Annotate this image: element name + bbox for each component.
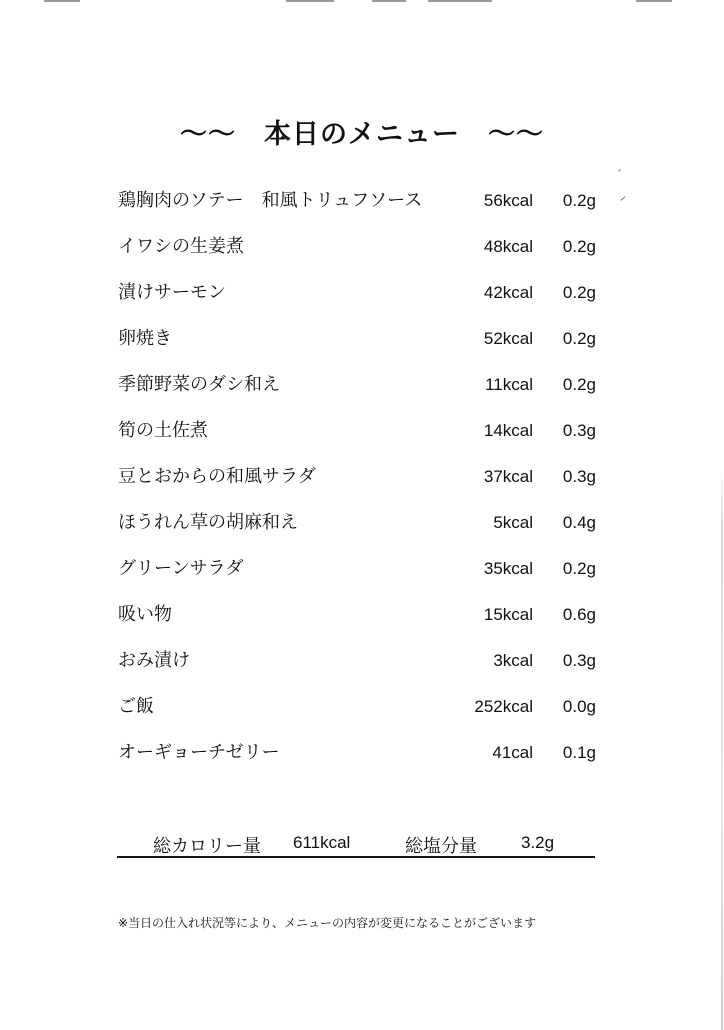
dish-calories: 48kcal bbox=[483, 237, 533, 256]
list-item bbox=[118, 316, 608, 362]
list-item bbox=[118, 362, 608, 408]
dish-salt: 0.1g bbox=[562, 743, 596, 762]
list-item bbox=[118, 546, 608, 592]
list-item bbox=[118, 270, 608, 316]
footnote: ※当日の仕入れ状況等により、メニューの内容が変更になることがございます bbox=[118, 916, 537, 930]
dish-salt: 0.3g bbox=[562, 651, 596, 670]
dish-calories: 252kcal bbox=[474, 697, 533, 716]
list-item bbox=[118, 638, 608, 684]
list-item bbox=[118, 592, 608, 638]
dish-salt: 0.0g bbox=[562, 697, 596, 716]
dish-name: 吸い物 bbox=[118, 604, 172, 625]
total-calorie-label: 総カロリー量 bbox=[153, 836, 261, 857]
dish-name: ほうれん草の胡麻和え bbox=[118, 512, 298, 533]
dish-calories: 56kcal bbox=[483, 191, 533, 210]
scan-artifact-speck bbox=[620, 196, 625, 201]
dish-name: 季節野菜のダシ和え bbox=[118, 374, 280, 395]
list-item bbox=[118, 684, 608, 730]
dish-name: オーギョーチゼリー bbox=[118, 742, 280, 763]
list-item bbox=[118, 454, 608, 500]
dish-name: ご飯 bbox=[118, 696, 154, 717]
total-calorie-value: 611kcal bbox=[293, 833, 351, 852]
dish-salt: 0.4g bbox=[562, 513, 596, 532]
dish-calories: 15kcal bbox=[483, 605, 533, 624]
dish-calories: 52kcal bbox=[483, 329, 533, 348]
dish-name: イワシの生姜煮 bbox=[118, 236, 244, 257]
scan-artifact-edge bbox=[721, 470, 723, 1030]
dish-calories: 14kcal bbox=[483, 421, 533, 440]
dish-salt: 0.2g bbox=[562, 375, 596, 394]
dish-name: 漬けサーモン bbox=[118, 282, 226, 303]
list-item bbox=[118, 500, 608, 546]
total-salt-value: 3.2g bbox=[521, 833, 555, 852]
scan-artifact-speck bbox=[618, 169, 621, 172]
dish-name: 鶏胸肉のソテー 和風トリュフソース bbox=[118, 190, 423, 211]
dish-salt: 0.3g bbox=[562, 467, 596, 486]
list-item bbox=[118, 178, 608, 224]
dish-salt: 0.2g bbox=[562, 559, 596, 578]
totals-line bbox=[117, 826, 595, 858]
dish-calories: 3kcal bbox=[493, 651, 533, 670]
dish-calories: 42kcal bbox=[483, 283, 533, 302]
dish-name: 卵焼き bbox=[118, 328, 172, 349]
list-item bbox=[118, 224, 608, 270]
page-title: ～～ 本日のメニュー ～～ bbox=[180, 119, 544, 150]
dish-salt: 0.2g bbox=[562, 191, 596, 210]
dish-salt: 0.2g bbox=[562, 329, 596, 348]
list-item bbox=[118, 730, 608, 776]
dish-salt: 0.3g bbox=[562, 421, 596, 440]
scan-artifact-top bbox=[0, 0, 724, 6]
dish-calories: 37kcal bbox=[483, 467, 533, 486]
dish-name: グリーンサラダ bbox=[118, 558, 244, 579]
dish-calories: 11kcal bbox=[485, 375, 533, 394]
dish-calories: 41cal bbox=[492, 743, 533, 762]
total-salt-label: 総塩分量 bbox=[405, 836, 477, 857]
dish-name: 筍の土佐煮 bbox=[118, 420, 208, 441]
dish-salt: 0.2g bbox=[562, 237, 596, 256]
dish-salt: 0.2g bbox=[562, 283, 596, 302]
list-item bbox=[118, 408, 608, 454]
dish-salt: 0.6g bbox=[562, 605, 596, 624]
dish-calories: 35kcal bbox=[483, 559, 533, 578]
menu-list bbox=[118, 178, 608, 776]
dish-name: おみ漬け bbox=[118, 650, 190, 671]
dish-name: 豆とおからの和風サラダ bbox=[118, 466, 316, 487]
dish-calories: 5kcal bbox=[493, 513, 533, 532]
